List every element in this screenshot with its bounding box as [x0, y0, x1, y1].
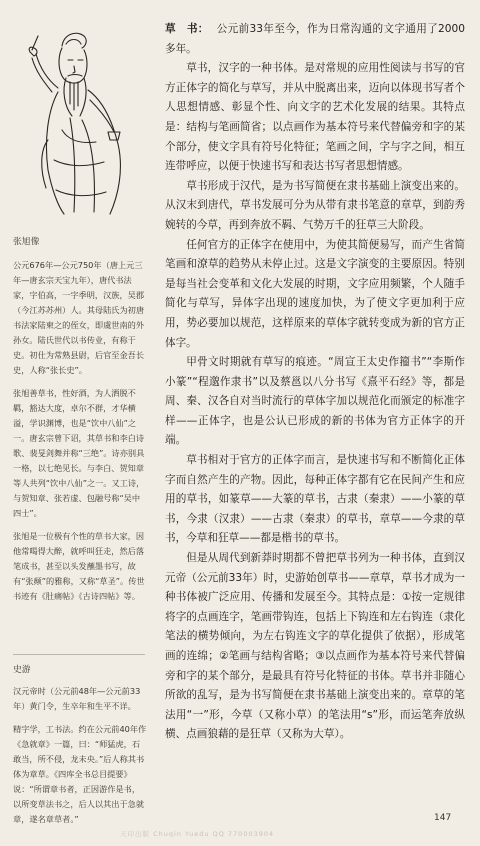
- bio-paragraph: 汉元帝时（公元前48年—公元前33年）黄门令，生卒年和生平不详。: [13, 686, 141, 711]
- sidebar: [0, 0, 150, 846]
- body-paragraph: 草书，汉字的一种书体。是对常规的应用性阅读与书写的官方正体字的简化与草写，并从中脱离出来，迈向以体现书写者个人思想情感、彰显个性、向文字的艺术化发展的结果。其特点是：结构与笔画简省；以点画作为基本符号来代替偏旁和字的某个部分，使文字具有符号化特征；笔画之间，字与字之间，相互连带呼应，以便于快速书写和表达书写者思想情感。: [165, 62, 465, 173]
- shi-you-heading: 史游: [13, 665, 31, 675]
- main-article: [165, 20, 465, 745]
- body-paragraph: 草书相对于官方的正体字而言，是快速书写和不断简化正体字而自然产生的产物。因此，每种正体字都有它在民间产生和应用的草书，如篆草——大篆的草书，古隶（秦隶）——小篆的草书，今隶（汉隶）——古隶（秦隶）的草书，章草——今隶的草书，今草和狂草——都是楷书的草书。: [165, 454, 465, 545]
- term-label: 草 书：: [165, 23, 209, 35]
- bio-paragraph: 张旭善草书，性好酒，为人洒脱不羁，豁达大度，卓尔不群，才华横溢，学识渊博，也是“饮中八仙”之一。唐玄宗曾下诏，其草书和李白诗歌、裴旻剑舞并称“三绝”。诗亦别具一格，以七绝见长。与李白、贺知章等人共列“饮中八仙”之一。又工诗，与贺知章、张若虚、包融号称“吴中四士”。: [13, 388, 145, 518]
- body-paragraph: 但是从周代到新莽时期都不曾把草书列为一种书体，直到汉元帝（公元前33年）时，史游始创草书——章草，草书才成为一种书体被广泛应用、传播和发展至今。其特点是：①按一定规律将字的点画连字，笔画带钩连，包括上下钩连和左右钩连（隶化笔法的横势倾向，为左右钩连文字的草化提供了依据），形成笔画的连绵；②笔画与结构省略；③以点画作为基本符号来代替偏旁和字的某个部分，是最具有符号化特征的书体。草书并非随心所欲的乱写，是为书写简便在隶书基础上演变出来的。章草的笔法用“一”形，今草（又称小草）的笔法用“s”形，而运笔奔放纵横、点画狼藉的是狂草（又称为大草）。: [165, 552, 465, 741]
- section-divider: [13, 654, 145, 655]
- body-paragraph: 草书形成于汉代，是为书写简便在隶书基础上演变出来的。从汉末到唐代，草书发展可分为从带有隶书笔意的章草，到韵秀婉转的今草，再到奔放不羁、气势万千的狂草三大阶段。: [165, 179, 465, 231]
- body-paragraph: 甲骨文时期就有草写的痕迹。“周宣王太史作籀书”“李斯作小篆”“程邈作隶书”以及蔡邕以八分书写《熹平石经》等，都是周、秦、汉各自对当时流行的草体字加以规范化而颁定的标准字样——正体字，也是公认已形成的新的书体为官方正体字的开端。: [165, 356, 465, 447]
- article-intro-paragraph: [165, 20, 465, 59]
- term-definition: 公元前33年至今，作为日常沟通的文字通用了2000多年。: [165, 23, 465, 55]
- bio-paragraph: 公元676年—公元750年（唐上元三年—唐玄宗天宝九年），唐代书法家，字伯高，一字季明，汉族，吴郡（今江苏苏州）人。其母陆氏为初唐书法家陆柬之的侄女，即虞世南的外孙女。陆氏世代以书传业，有称于史。初仕为常熟县尉，后官至金吾长史，人称“张长史”。: [13, 260, 145, 375]
- zhang-xu-biography: [13, 258, 148, 612]
- portrait-caption: 张旭像: [13, 237, 40, 247]
- bio-paragraph: 张旭是一位极有个性的草书大家，因他常喝得大醉，就呼叫狂走，然后落笔成书，甚至以头发蘸墨书写，故有“张颠”的雅称，又称“草圣”。传世书迹有《肚痛帖》《古诗四帖》等。: [13, 531, 145, 601]
- watermark-text: 天印出版 Chuqin Yuedu QQ 770003904: [120, 830, 275, 838]
- zhang-xu-portrait-illustration: [18, 20, 136, 218]
- body-paragraph: 任何官方的正体字在使用中，为使其简便易写，而产生省简笔画和潦草的趋势从未停止过。这是文字演变的主要原因。特别是每当社会变革和文化大发展的时期，文字应用频繁，个人随手简化与草写，异体字出现的速度加快，为了使文字更加利于应用，势必要加以规范，这样原来的草体字就转变成为新的官方正体字。: [165, 238, 465, 349]
- page-number: 147: [434, 813, 452, 823]
- bio-paragraph: 精字学，工书法。约在公元前40年作《急就章》一篇，曰：“师猛虎，石敢当，所不侵，龙未央。”后人称其书体为章草。《四库全书总目提要》说：“所谓章书者，正因游作是书，以所变草法书之，后人以其出于急就章，遂名章草者。”: [13, 724, 147, 824]
- shi-you-biography: [13, 684, 148, 835]
